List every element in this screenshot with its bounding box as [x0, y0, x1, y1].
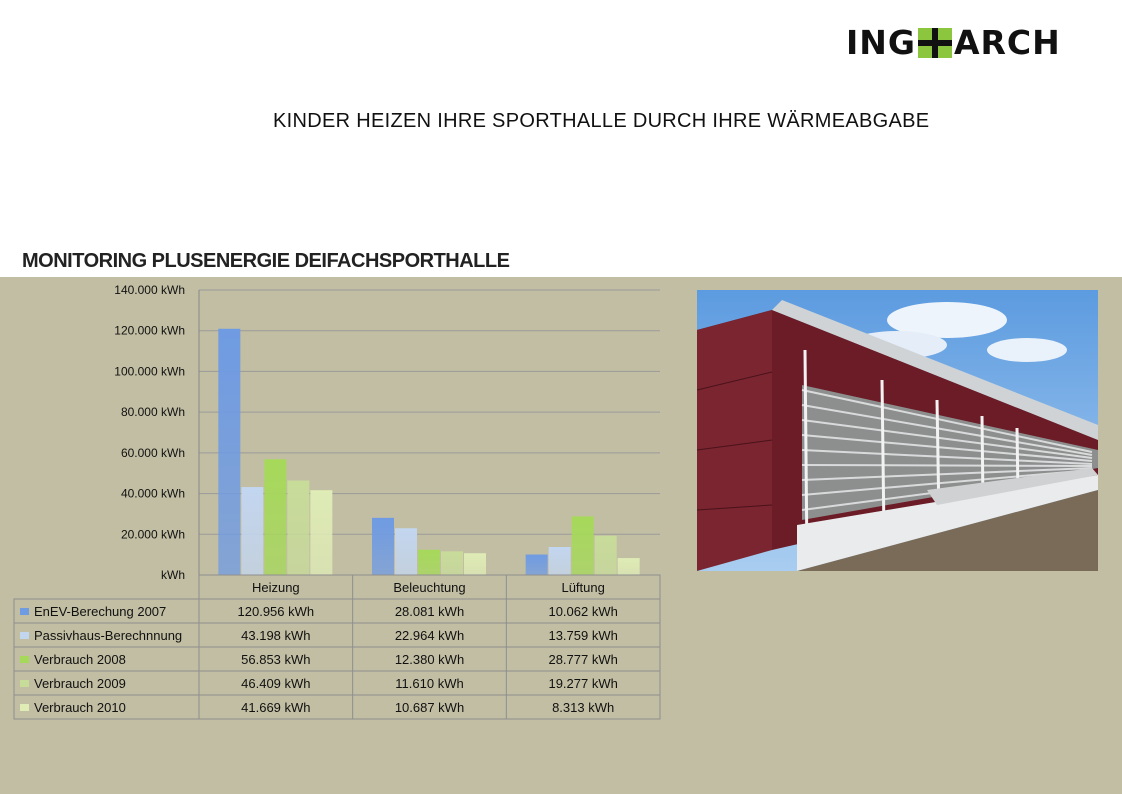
data-label: 120.956 kWh	[237, 604, 315, 619]
bar-lüftung-2	[572, 516, 594, 575]
bar-beleuchtung-0	[372, 518, 394, 575]
data-label: 10.687 kWh	[394, 700, 465, 715]
data-label: 11.610 kWh	[395, 676, 464, 691]
category-label: Beleuchtung	[393, 580, 466, 595]
bar-heizung-4	[310, 490, 332, 575]
data-label: 28.081 kWh	[394, 604, 465, 619]
bar-chart	[0, 277, 700, 737]
page-headline: KINDER HEIZEN IHRE SPORTHALLE DURCH IHRE WÄRMEABGABE	[273, 110, 930, 132]
y-tick-label: 60.000 kWh	[120, 445, 185, 460]
y-tick-label: 20.000 kWh	[120, 527, 185, 542]
bar-heizung-2	[264, 459, 286, 575]
category-label: Heizung	[251, 580, 300, 595]
data-label: 22.964 kWh	[394, 628, 465, 643]
legend-label: Verbrauch 2010	[34, 700, 126, 715]
legend-swatch	[20, 680, 29, 687]
legend-label: Verbrauch 2009	[34, 676, 126, 691]
bar-heizung-3	[287, 481, 309, 575]
data-label: 8.313 kWh	[552, 700, 615, 715]
data-label: 10.062 kWh	[548, 604, 618, 619]
legend-swatch	[20, 632, 29, 639]
data-label: 19.277 kWh	[548, 676, 618, 691]
data-label: 28.777 kWh	[548, 652, 618, 667]
logo-text-left: ING	[846, 23, 916, 62]
y-tick-label: 100.000 kWh	[114, 364, 185, 379]
bar-beleuchtung-1	[395, 528, 417, 575]
bar-lüftung-1	[549, 547, 571, 575]
legend-label: Passivhaus-Berechnnung	[34, 628, 183, 643]
logo-text-right: ARCH	[953, 23, 1061, 62]
bar-beleuchtung-2	[418, 550, 440, 575]
section-title: MONITORING PLUSENERGIE DEIFACHSPORTHALLE	[22, 250, 510, 272]
data-label: 43.198 kWh	[241, 628, 311, 643]
legend-label: EnEV-Berechung 2007	[34, 604, 167, 619]
legend-swatch	[20, 704, 29, 711]
data-label: 13.759 kWh	[548, 628, 618, 643]
bar-heizung-0	[218, 329, 240, 575]
legend-label: Verbrauch 2008	[34, 652, 126, 667]
legend-swatch	[20, 656, 29, 663]
data-label: 41.669 kWh	[241, 700, 311, 715]
bar-lüftung-4	[618, 558, 640, 575]
y-tick-label: kWh	[161, 568, 185, 582]
y-tick-label: 80.000 kWh	[120, 405, 185, 420]
category-label: Lüftung	[561, 580, 605, 595]
data-label: 56.853 kWh	[241, 652, 311, 667]
company-logo	[846, 23, 1061, 62]
bar-beleuchtung-4	[464, 553, 486, 575]
data-label: 46.409 kWh	[241, 676, 311, 691]
logo-plus-icon	[918, 28, 952, 58]
bar-heizung-1	[241, 487, 263, 575]
building-photo	[697, 290, 1098, 571]
bar-beleuchtung-3	[441, 551, 463, 575]
y-tick-label: 120.000 kWh	[114, 323, 185, 338]
legend-swatch	[20, 608, 29, 615]
data-label: 12.380 kWh	[394, 652, 465, 667]
y-tick-label: 40.000 kWh	[120, 486, 185, 501]
bar-lüftung-0	[526, 555, 548, 575]
bar-lüftung-3	[595, 536, 617, 575]
y-tick-label: 140.000 kWh	[114, 283, 185, 297]
